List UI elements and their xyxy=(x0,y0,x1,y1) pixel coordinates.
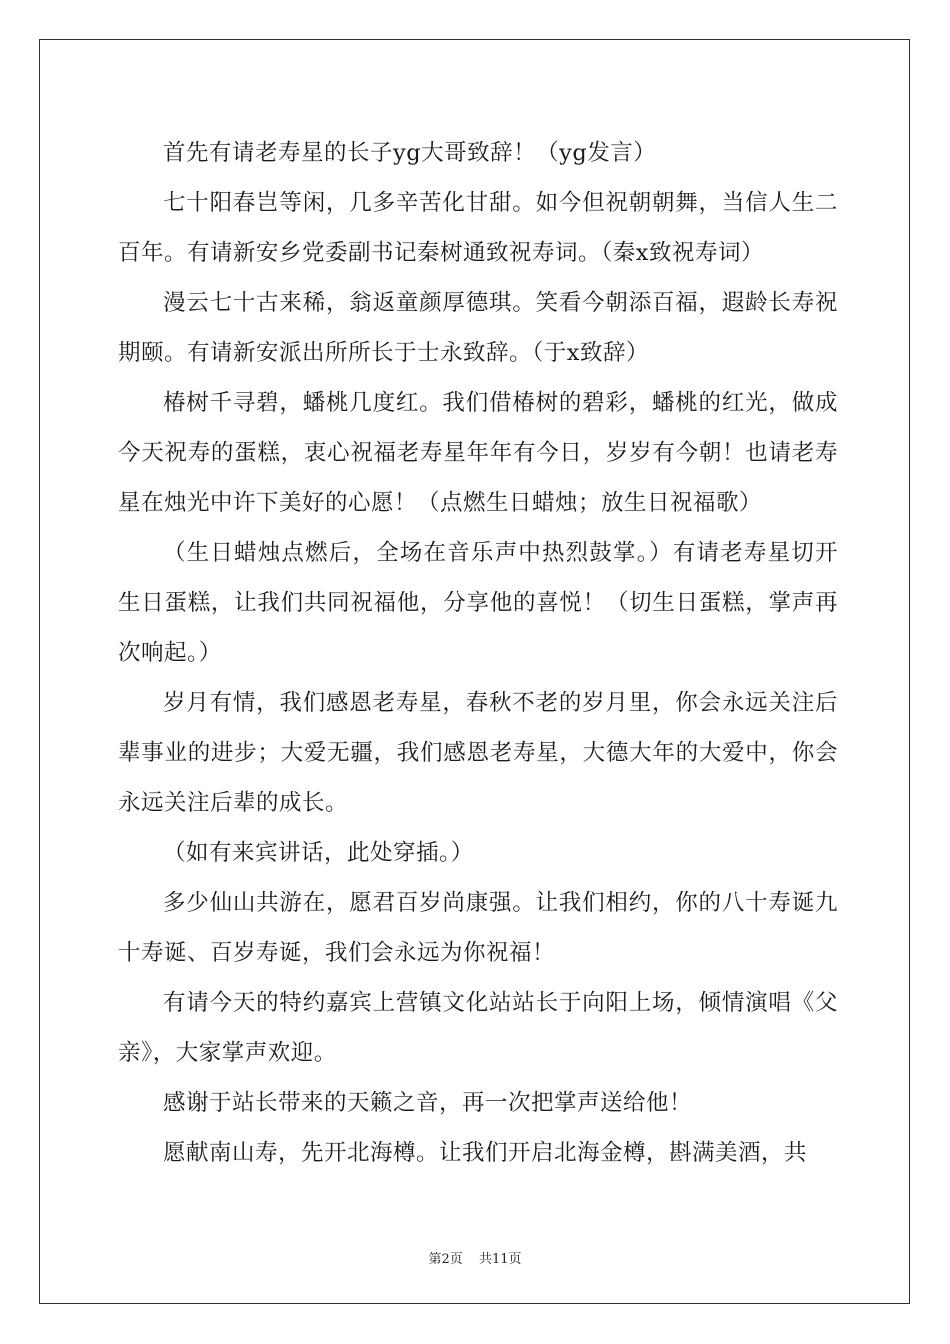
paragraph: 首先有请老寿星的长子yg大哥致辞！（yg发言） xyxy=(163,140,657,166)
paragraph: （如有来宾讲话，此处穿插。） xyxy=(163,840,474,866)
paragraph: 岁月有情，我们感恩老寿星，春秋不老的岁月里，你会永远关注后辈事业的进步；大爱无疆，我们感恩老寿星，大德大年的大爱中，你会永远关注后辈的成长。 xyxy=(118,690,838,816)
page-number: 第2页 xyxy=(428,1252,463,1267)
paragraph: 感谢于站长带来的天籁之音，再一次把掌声送给他！ xyxy=(163,1090,693,1116)
paragraph: 有请今天的特约嘉宾上营镇文化站站长于向阳上场，倾情演唱《父亲》，大家掌声欢迎。 xyxy=(118,990,838,1066)
page-footer xyxy=(0,1248,950,1267)
paragraph: 漫云七十古来稀，翁返童颜厚德琪。笑看今朝添百福，遐龄长寿祝期颐。有请新安派出所所长于士永致辞。（于x致辞） xyxy=(118,290,838,366)
paragraph: 多少仙山共游在，愿君百岁尚康强。让我们相约，你的八十寿诞九十寿诞、百岁寿诞，我们会永远为你祝福！ xyxy=(118,890,838,966)
document-body xyxy=(118,128,838,1178)
paragraph: 七十阳春岂等闲，几多辛苦化甘甜。如今但祝朝朝舞，当信人生二百年。有请新安乡党委副书记秦树通致祝寿词。（秦x致祝寿词） xyxy=(118,190,838,266)
page-total: 共11页 xyxy=(478,1252,522,1267)
paragraph: 椿树千寻碧，蟠桃几度红。我们借椿树的碧彩，蟠桃的红光，做成今天祝寿的蛋糕，衷心祝福老寿星年年有今日，岁岁有今朝！也请老寿星在烛光中许下美好的心愿！（点燃生日蜡烛；放生日祝福歌） xyxy=(118,390,838,516)
paragraph: 愿献南山寿，先开北海樽。让我们开启北海金樽，斟满美酒，共 xyxy=(163,1140,808,1166)
paragraph: （生日蜡烛点燃后，全场在音乐声中热烈鼓掌。）有请老寿星切开生日蛋糕，让我们共同祝福他，分享他的喜悦！（切生日蛋糕，掌声再次响起。） xyxy=(118,540,838,666)
